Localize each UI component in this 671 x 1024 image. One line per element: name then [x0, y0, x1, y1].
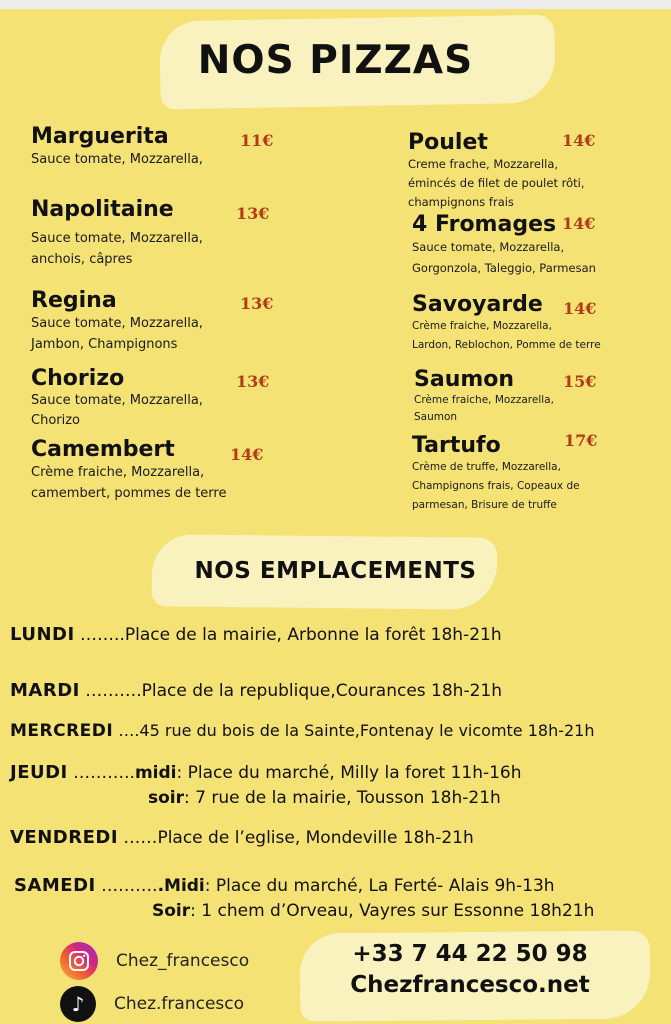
pizza-price: 11€: [240, 131, 274, 150]
instagram-icon: [60, 942, 98, 980]
tiktok-handle: Chez.francesco: [114, 994, 245, 1014]
pizza-desc-line: Gorgonzola, Taleggio, Parmesan: [412, 261, 596, 275]
instagram-glyph: [68, 950, 90, 972]
location-text: .Place de la republique,Courances 18h-21h: [136, 681, 502, 701]
pizza-name: Saumon: [414, 367, 515, 392]
pizza-desc-line: Sauce tomate, Mozzarella,: [31, 231, 203, 246]
top-strip: [0, 0, 671, 9]
location-text: : 7 rue de la mairie, Tousson 18h-21h: [184, 788, 501, 808]
pizza-name: Camembert: [31, 437, 175, 462]
pizza-desc-line: Crème fraiche, Mozzarella,: [414, 394, 554, 406]
location-lundi: [10, 624, 502, 645]
pizza-desc-line: Sauce tomate, Mozzarella,: [31, 152, 203, 167]
pizza-desc-line: Chorizo: [31, 413, 81, 428]
pizza-desc-line: Crème fraiche, Mozzarella,: [412, 320, 552, 332]
dots: ……….: [95, 876, 158, 896]
day-label: MERCREDI: [10, 721, 114, 741]
pizza-name: Tartufo: [412, 433, 501, 458]
pizza-saumon: [414, 367, 554, 426]
dots: ….: [113, 721, 140, 740]
location-mardi: [10, 680, 502, 701]
pizza-desc-line: anchois, câpres: [31, 252, 133, 267]
slot-label: soir: [148, 788, 185, 808]
pizza-price: 15€: [563, 372, 597, 391]
location-text: : 1 chem d’Orveau, Vayres sur Essonne 18h21h: [190, 901, 595, 921]
pizza-poulet: [408, 130, 584, 212]
location-text: 45 rue du bois de la Sainte,Fontenay le vicomte 18h-21h: [139, 721, 595, 740]
location-vendredi: [10, 827, 474, 848]
pizza-desc-line: Sauce tomate, Mozzarella,: [31, 316, 203, 331]
day-label: JEUDI: [10, 762, 68, 783]
location-text: : Place du marché, La Ferté- Alais 9h-13h: [204, 876, 555, 896]
pizza-desc-line: Sauce tomate, Mozzarella,: [31, 393, 203, 408]
tiktok-icon: [60, 986, 96, 1022]
location-text: Place de l’eglise, Mondeville 18h-21h: [157, 828, 474, 848]
location-jeudi: [10, 762, 522, 783]
pizza-name: Napolitaine: [31, 197, 174, 222]
dots: ……: [118, 828, 158, 848]
pizza-name: Savoyarde: [412, 292, 543, 317]
pizza-price: 17€: [564, 431, 598, 450]
phone-number[interactable]: +33 7 44 22 50 98: [352, 941, 588, 967]
dots: ………: [79, 681, 137, 701]
day-label: VENDREDI: [10, 827, 119, 848]
day-label: MARDI: [10, 680, 80, 701]
pizza-desc-line: Creme frache, Mozzarella,: [408, 157, 559, 171]
pizza-price: 14€: [562, 131, 596, 150]
pizza-desc-line: Sauce tomate, Mozzarella,: [412, 240, 565, 254]
pizza-desc-line: Champignons frais, Copeaux de: [412, 480, 580, 492]
pizza-name: Marguerita: [31, 124, 169, 149]
instagram-handle: Chez_francesco: [116, 951, 250, 971]
pizza-name: 4 Fromages: [412, 212, 557, 237]
pizza-price: 13€: [240, 294, 274, 313]
slot-label: midi: [134, 763, 177, 783]
location-samedi-soir: [152, 901, 594, 921]
dots: ……..: [74, 625, 125, 645]
pizza-price: 14€: [562, 214, 596, 233]
location-text: : Place du marché, Milly la foret 11h-16h: [176, 763, 522, 783]
pizza-desc-line: parmesan, Brisure de truffe: [412, 499, 557, 511]
slot-label: Soir: [152, 901, 191, 921]
pizza-desc-line: Crème fraiche, Mozzarella,: [31, 465, 205, 480]
tiktok-glyph: ♪: [71, 992, 85, 1016]
pizza-desc-line: émincés de filet de poulet rôti,: [408, 176, 585, 190]
instagram-link[interactable]: [60, 942, 249, 980]
pizza-desc-line: Saumon: [414, 411, 458, 423]
dots: ………..: [67, 763, 135, 783]
location-jeudi-soir: [148, 788, 501, 808]
day-label: SAMEDI: [14, 875, 96, 896]
pizza-price: 13€: [236, 372, 270, 391]
location-samedi: [14, 875, 555, 896]
pizza-desc-line: camembert, pommes de terre: [31, 486, 227, 501]
pizza-napolitaine: [31, 197, 203, 270]
pizza-marguerita: [31, 124, 203, 170]
pizza-price: 13€: [236, 204, 270, 223]
pizza-name: Chorizo: [31, 366, 125, 391]
pizza-camembert: [31, 437, 226, 504]
pizza-price: 14€: [230, 445, 264, 464]
page-title: NOS PIZZAS: [197, 38, 474, 83]
pizza-tartufo: [412, 433, 580, 515]
pizza-name: Regina: [31, 288, 117, 313]
tiktok-link[interactable]: [60, 986, 244, 1022]
pizza-desc-line: Lardon, Reblochon, Pomme de terre: [412, 339, 601, 351]
pizza-name: Poulet: [408, 130, 488, 155]
day-label: LUNDI: [10, 624, 75, 645]
pizza-price: 14€: [563, 299, 597, 318]
slot-label: .Midi: [157, 876, 205, 896]
locations-title: NOS EMPLACEMENTS: [194, 558, 477, 584]
pizza-desc-line: Jambon, Champignons: [31, 337, 178, 352]
pizza-desc-line: champignons frais: [408, 195, 514, 209]
pizza-chorizo: [31, 366, 203, 431]
pizza-desc-line: Crème de truffe, Mozzarella,: [412, 461, 561, 473]
location-text: Place de la mairie, Arbonne la forêt 18h-21h: [124, 625, 502, 645]
website-link[interactable]: Chezfrancesco.net: [350, 972, 590, 998]
location-mercredi: [10, 721, 595, 741]
pizza-regina: [31, 288, 203, 355]
